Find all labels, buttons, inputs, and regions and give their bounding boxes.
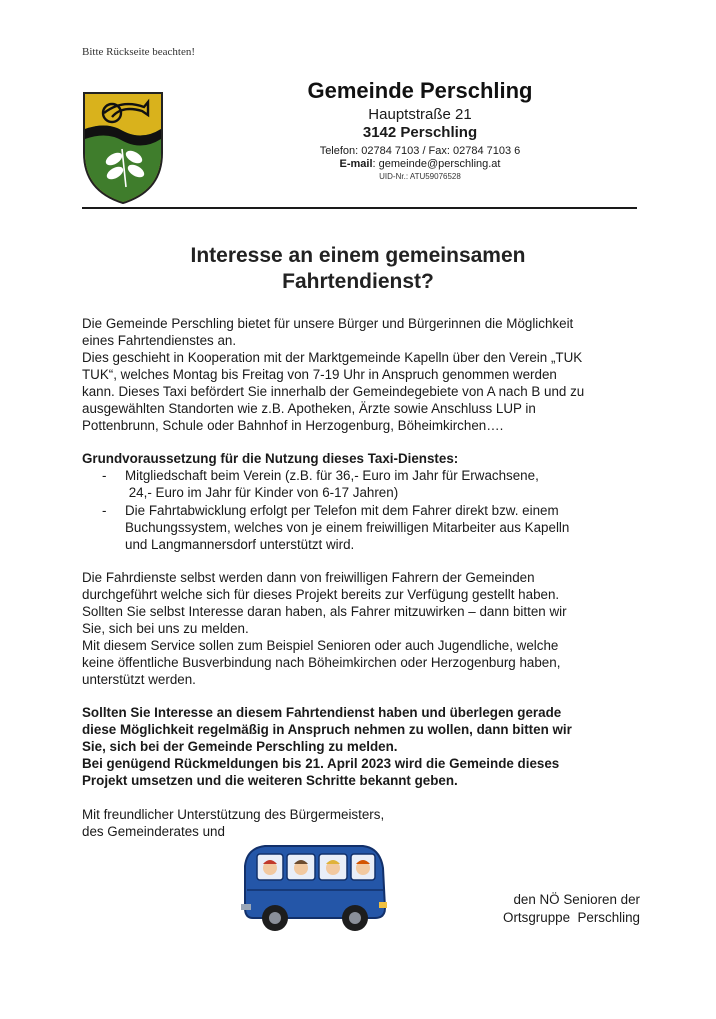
text-line: Sollten Sie Interesse an diesem Fahrtendienst haben und überlegen gerade [82, 705, 562, 720]
intro-paragraph [82, 315, 642, 434]
text-line: Die Fahrdienste selbst werden dann von freiwilligen Fahrern der Gemeinden [82, 570, 535, 585]
email-address[interactable]: : gemeinde@perschling.at [372, 158, 501, 170]
text-line: des Gemeinderates und [82, 824, 225, 839]
text-line: den NÖ Senioren der [513, 892, 640, 907]
text-line: keine öffentliche Busverbindung nach Böheimkirchen oder Herzogenburg haben, [82, 655, 561, 670]
text-line: 24,- Euro im Jahr für Kinder von 6-17 Jahren) [125, 485, 399, 500]
text-line: kann. Dieses Taxi befördert Sie innerhalb der Gemeindegebiete von A nach B und zu [82, 384, 585, 399]
list-bullet: - [102, 503, 107, 518]
text-line: und Langmannersdorf unterstützt wird. [125, 537, 355, 552]
street-address: Hauptstraße 21 [368, 106, 472, 123]
text-line: Mit diesem Service sollen zum Beispiel Senioren oder auch Jugendliche, welche [82, 638, 559, 653]
municipality-name: Gemeinde Perschling [307, 78, 533, 103]
text-line: diese Möglichkeit regelmäßig in Anspruch nehmen zu wollen, dann bitten wir [82, 722, 572, 737]
list-bullet: - [102, 468, 107, 483]
text-line: Sollten Sie selbst Interesse daran haben, als Fahrer mitzuwirken – dann bitten wir [82, 604, 567, 619]
text-line: Ortsgruppe Perschling [503, 910, 640, 925]
van-illustration [235, 838, 390, 936]
email-label: E-mail [339, 158, 373, 170]
text-line: Die Gemeinde Perschling bietet für unsere Bürger und Bürgerinnen die Möglichkeit [82, 316, 574, 331]
requirements-heading: Grundvoraussetzung für die Nutzung dieses Taxi-Dienstes: [82, 451, 459, 466]
list-item [125, 502, 625, 553]
callout-paragraph [82, 704, 642, 789]
title-line: Fahrtendienst? [282, 270, 434, 293]
uid-number: UID-Nr.: ATU59076528 [379, 172, 461, 181]
text-line: Pottenbrunn, Schule oder Bahnhof in Herzogenburg, Böheimkirchen…. [82, 418, 504, 433]
text-line: ausgewählten Standorten wie z.B. Apotheken, Ärzte sowie Anschluss LUP in [82, 401, 536, 416]
text-line: eines Fahrtendienstes an. [82, 333, 237, 348]
service-paragraph [82, 569, 642, 688]
text-line: durchgeführt welche sich für dieses Projekt bereits zur Verfügung gestellt haben. [82, 587, 560, 602]
header-divider [82, 207, 637, 209]
email-line [270, 158, 570, 170]
title-line: Interesse an einem gemeinsamen [190, 244, 526, 267]
municipal-crest-logo [82, 91, 164, 205]
text-line: Mitgliedschaft beim Verein (z.B. für 36,- Euro im Jahr für Erwachsene, [125, 468, 539, 483]
list-item [125, 467, 625, 501]
back-side-note: Bitte Rückseite beachten! [82, 46, 196, 58]
page-title [100, 243, 616, 295]
text-line: Dies geschieht in Kooperation mit der Marktgemeinde Kapelln über den Verein „TUK [82, 350, 583, 365]
text-line: Mit freundlicher Unterstützung des Bürgermeisters, [82, 807, 385, 822]
text-line: unterstützt werden. [82, 672, 196, 687]
text-line: Sie, sich bei uns zu melden. [82, 621, 249, 636]
closing-paragraph [82, 806, 642, 840]
signature-block [480, 891, 640, 927]
phone-fax: Telefon: 02784 7103 / Fax: 02784 7103 6 [319, 145, 521, 157]
text-line: Die Fahrtabwicklung erfolgt per Telefon mit dem Fahrer direkt bzw. einem [125, 503, 559, 518]
text-line: Projekt umsetzen und die weiteren Schritte bekannt geben. [82, 773, 458, 788]
text-line: Buchungssystem, welches von je einem freiwilligen Mitarbeiter aus Kapelln [125, 520, 570, 535]
text-line: Sie, sich bei der Gemeinde Perschling zu melden. [82, 739, 398, 754]
postal-city: 3142 Perschling [362, 124, 478, 141]
text-line: TUK“, welches Montag bis Freitag von 7-19 Uhr in Anspruch genommen werden [82, 367, 557, 382]
text-line: Bei genügend Rückmeldungen bis 21. April 2023 wird die Gemeinde dieses [82, 756, 560, 771]
